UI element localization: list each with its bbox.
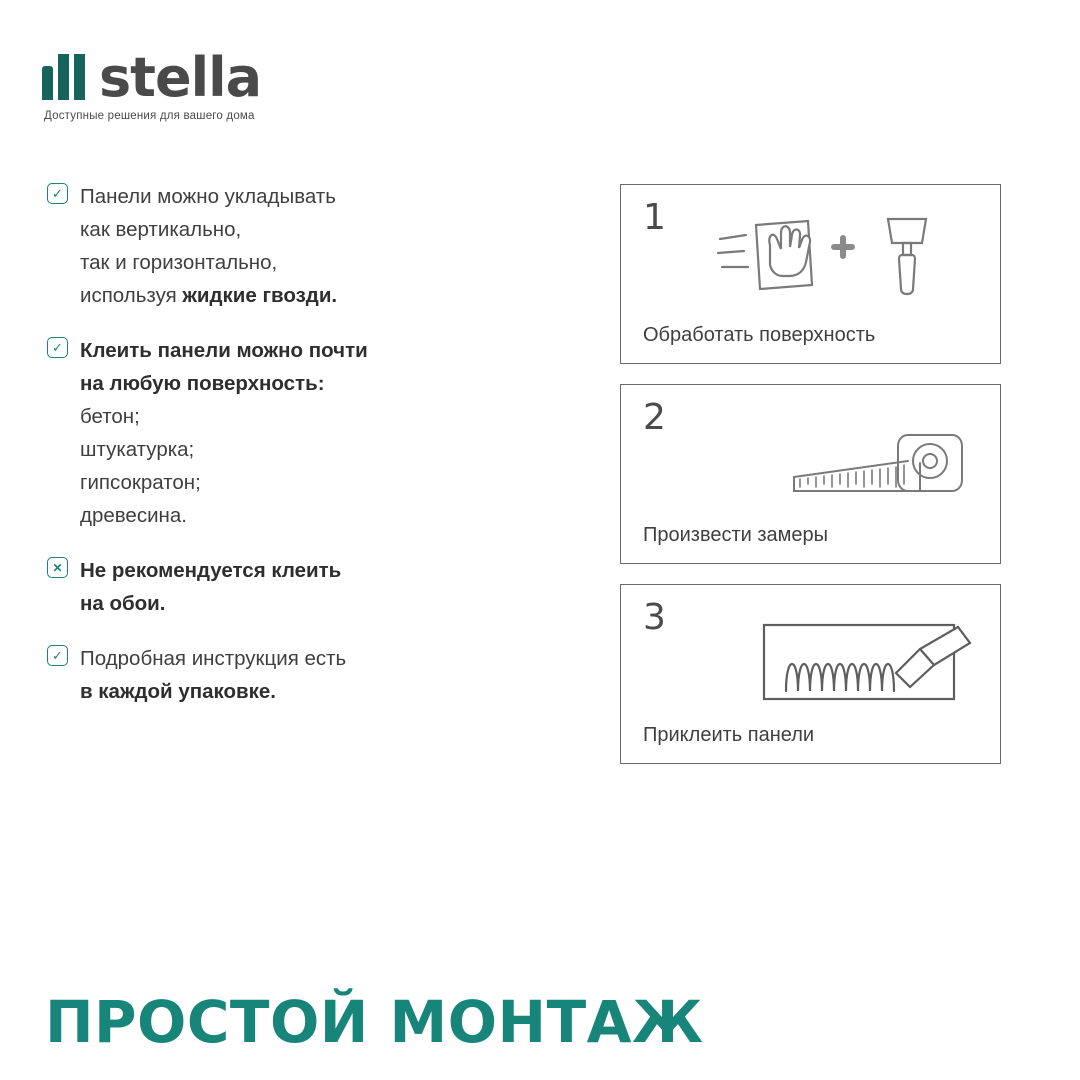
list-item-text: Клеить панели можно почти на любую поверхность: бетон; штукатурка; гипсократон; древесина. [80,339,368,527]
features-checklist [47,180,517,730]
glue-gun-zigzag-icon [712,599,982,709]
check-icon: ✓ [47,337,68,358]
list-item [47,642,517,708]
check-icon: ✓ [47,183,68,204]
list-item-text: Панели можно укладывать как вертикально, так и горизонтально, используя жидкие гвозди. [80,185,338,307]
list-item [47,554,517,620]
list-item-text: Подробная инструкция есть в каждой упаковке. [80,647,347,703]
step-number: 2 [643,397,666,438]
step-label: Приклеить панели [643,724,815,746]
check-icon: ✓ [47,645,68,666]
stella-bars-logo-icon [42,52,85,100]
brand-name: stella [99,46,262,109]
list-item [47,334,517,532]
close-icon: ✕ [47,557,68,578]
brand-logo [42,44,502,122]
hand-wiping-and-spatula-icon [712,199,982,309]
step-label: Обработать поверхность [643,324,876,346]
page-title: ПРОСТОЙ МОНТАЖ [45,988,704,1056]
installation-steps [620,184,1001,784]
step-card [620,184,1001,364]
tape-measure-icon [712,399,982,509]
step-card [620,384,1001,564]
brand-tagline: Доступные решения для вашего дома [44,110,255,122]
step-number: 1 [643,197,666,238]
step-label: Произвести замеры [643,524,829,546]
step-card [620,584,1001,764]
list-item [47,180,517,312]
step-number: 3 [643,597,666,638]
list-item-text: Не рекомендуется клеить на обои. [80,559,342,615]
